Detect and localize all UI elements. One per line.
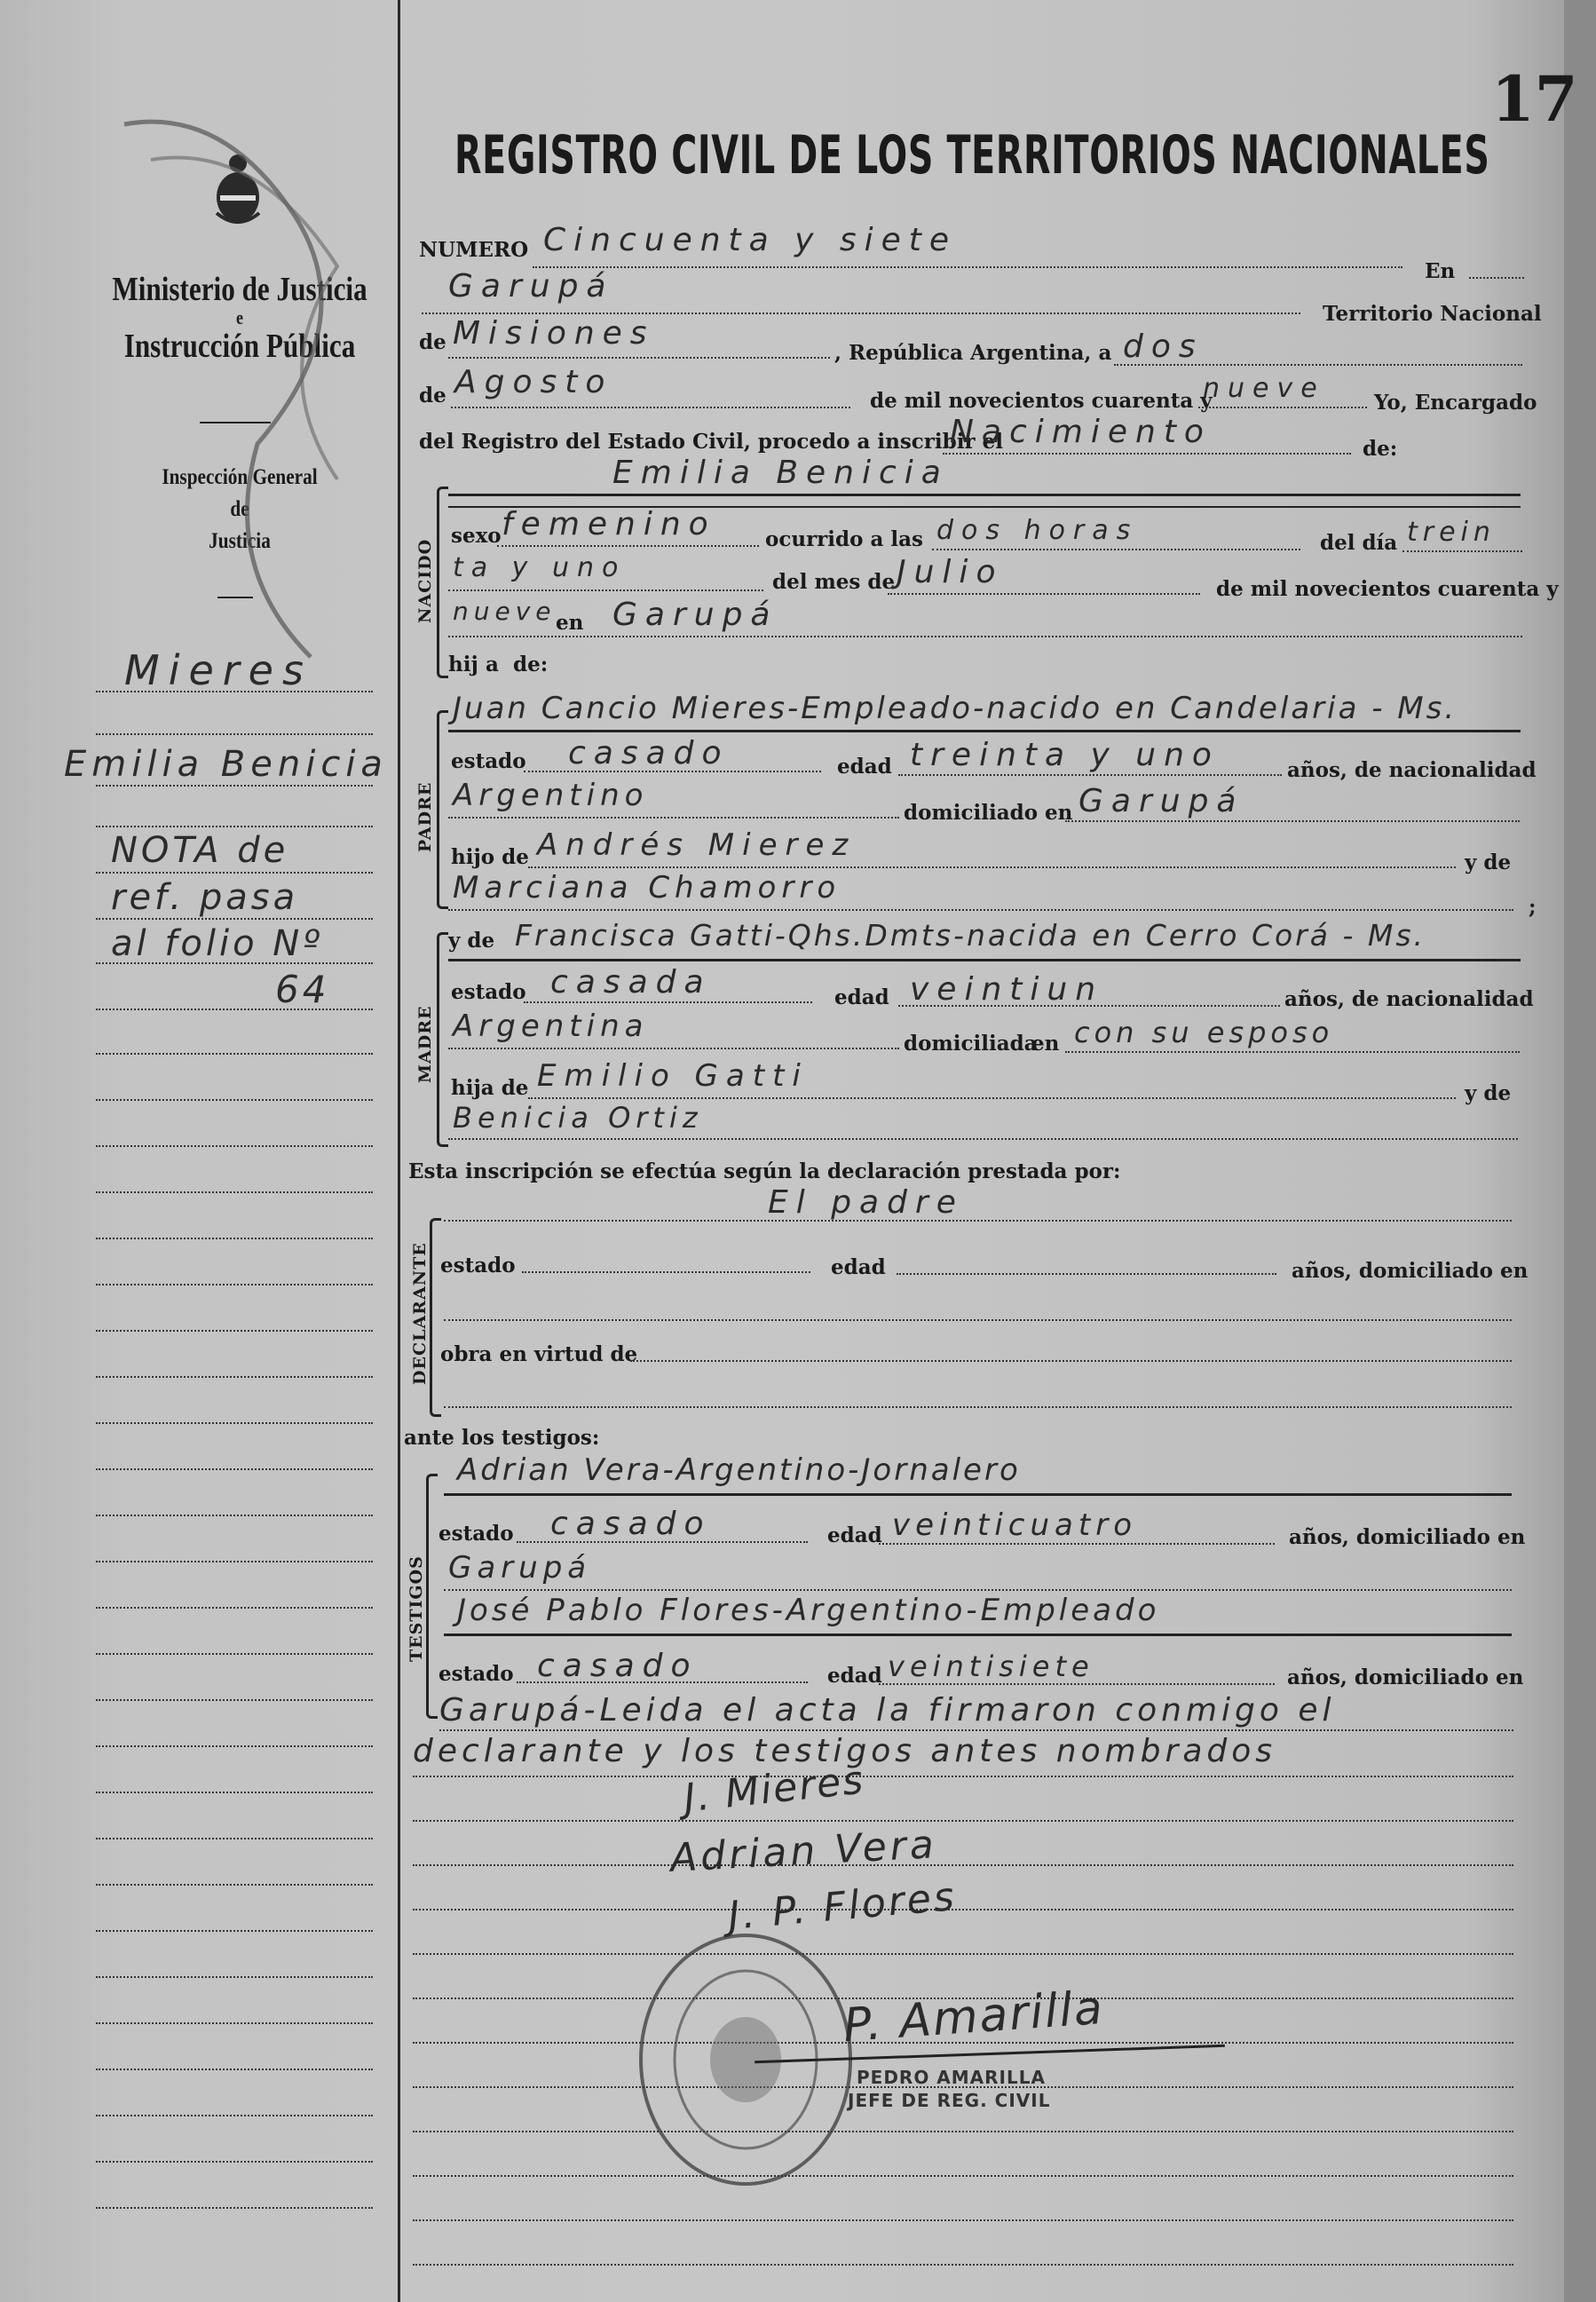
nacido-brace xyxy=(437,487,448,678)
dotted-line xyxy=(943,453,1351,455)
margin-surname: Mieres xyxy=(124,646,312,694)
republica-label: , República Argentina, a xyxy=(834,341,1112,365)
dotted-line xyxy=(448,1048,899,1049)
margin-dotted-line xyxy=(96,962,373,964)
solid-line xyxy=(444,1634,1512,1636)
ministry-line-1: Ministerio de Justicia xyxy=(112,271,367,308)
margin-dotted-line xyxy=(96,1838,373,1839)
dotted-line xyxy=(448,909,1513,911)
margin-note-line-1: NOTA de xyxy=(111,830,289,871)
margin-dotted-line xyxy=(96,1976,373,1978)
madre-name-value: Francisca Gatti-Qhs.Dmts-nacida en Cerro Corá - Ms. xyxy=(515,918,1426,953)
signature-declarante: J. Mieres xyxy=(681,1757,867,1822)
year-label: de mil novecientos cuarenta y xyxy=(870,389,1213,413)
padre-hijo-de-label: hijo de xyxy=(451,845,529,869)
padre-domicilio-label: domiciliado en xyxy=(904,801,1073,825)
folio-number: 17 xyxy=(1491,62,1578,136)
margin-dotted-line xyxy=(96,1191,373,1193)
madre-edad-value: veintiun xyxy=(910,971,1104,1008)
ministry-line-2: Instrucción Pública xyxy=(123,328,356,365)
testigo-1-edad-label: edad xyxy=(827,1523,882,1547)
testigo-1-anos-label: años, domiciliado en xyxy=(1289,1525,1526,1549)
hora-value: dos horas xyxy=(936,515,1139,546)
solid-line xyxy=(444,1493,1512,1496)
mes-value: Julio xyxy=(897,554,1004,590)
testigo-2-estado-label: estado xyxy=(439,1662,514,1686)
dotted-line xyxy=(522,1271,810,1273)
numero-value: Cincuenta y siete xyxy=(543,222,958,258)
margin-note-line-4: 64 xyxy=(275,968,330,1011)
dotted-line xyxy=(413,1909,1513,1910)
margin-dotted-line xyxy=(96,1561,373,1562)
margin-dotted-line xyxy=(96,1238,373,1239)
padre-nacionalidad-value: Argentino xyxy=(453,778,649,813)
margin-dotted-line xyxy=(96,1099,373,1101)
dotted-line xyxy=(444,1220,1512,1222)
act-value: Nacimiento xyxy=(950,414,1212,450)
margin-given-names: Emilia Benicia xyxy=(64,744,388,785)
margin-dotted-line xyxy=(96,1515,373,1516)
margin-signature-scrawl xyxy=(115,107,382,675)
mes-label: del mes de xyxy=(772,570,896,594)
de-label: de xyxy=(419,330,446,354)
dotted-line xyxy=(444,1589,1512,1591)
de-colon-label: de: xyxy=(1363,437,1398,461)
testigo-2-estado-value: casado xyxy=(537,1648,699,1684)
declarante-value: El padre xyxy=(768,1184,964,1221)
madre-hija-de-label: hija de xyxy=(451,1076,529,1100)
closing-line-2: declarante y los testigos antes nombrados xyxy=(413,1733,1277,1769)
solid-line xyxy=(448,494,1521,496)
dotted-line xyxy=(897,1273,1276,1275)
padre-anos-label: años, de nacionalidad xyxy=(1287,758,1537,782)
declarante-edad-label: edad xyxy=(831,1255,886,1279)
dotted-line xyxy=(422,312,1300,314)
dotted-line xyxy=(517,1541,808,1543)
margin-note-line-2: ref. pasa xyxy=(111,877,299,918)
testigo-1-value: Adrian Vera-Argentino-Jornalero xyxy=(457,1452,1021,1488)
margin-dotted-line xyxy=(96,1053,373,1055)
dotted-line xyxy=(413,2219,1513,2221)
lugar-value: Garupá xyxy=(612,597,778,633)
dotted-line xyxy=(524,771,821,772)
register-title: REGISTRO CIVIL DE LOS TERRITORIOS NACIONALES xyxy=(454,124,1490,186)
dotted-line xyxy=(448,589,763,591)
madre-padre-value: Emilio Gatti xyxy=(537,1058,809,1094)
dotted-line xyxy=(1065,1051,1520,1053)
dotted-line xyxy=(898,1005,1280,1007)
dotted-line xyxy=(888,593,1200,595)
dotted-line xyxy=(533,266,1402,268)
anio-label: de mil novecientos cuarenta y xyxy=(1216,577,1559,601)
margin-dotted-line xyxy=(96,733,373,735)
del-registro-label: del Registro del Estado Civil, procedo a inscribir el xyxy=(419,430,1003,454)
dotted-line xyxy=(517,1681,808,1683)
solid-line xyxy=(448,959,1521,961)
inspection-line-2: de xyxy=(230,497,249,521)
dotted-line xyxy=(528,1097,1456,1099)
margin-dotted-line xyxy=(96,918,373,920)
padre-domicilio-value: Garupá xyxy=(1078,783,1244,819)
inspection-line-1: Inspección General xyxy=(162,465,318,489)
madre-anos-label: años, de nacionalidad xyxy=(1284,987,1534,1011)
madre-y-de-label: y de xyxy=(448,929,495,953)
dotted-line xyxy=(448,636,1522,637)
margin-dotted-line xyxy=(96,1653,373,1655)
madre-nacionalidad-value: Argentina xyxy=(453,1009,649,1044)
yo-label: Yo, Encargado xyxy=(1374,391,1537,415)
padre-semicolon: ; xyxy=(1529,895,1537,919)
dotted-line xyxy=(879,1543,1275,1545)
dotted-line xyxy=(1065,820,1520,822)
declarante-anos-label: años, domiciliado en xyxy=(1292,1259,1529,1283)
margin-dotted-line xyxy=(96,1792,373,1793)
madre-edad-label: edad xyxy=(834,985,889,1009)
dotted-line xyxy=(448,357,830,359)
officer-title: JEFE DE REG. CIVIL xyxy=(848,2090,1051,2111)
nacido-section-label: NACIDO xyxy=(415,538,435,623)
padre-estado-value: casado xyxy=(568,735,730,771)
month-value: Agosto xyxy=(454,364,613,400)
en-label: En xyxy=(1425,259,1456,283)
padre-y-de-label: y de xyxy=(1465,850,1512,874)
testigos-section-label: TESTIGOS xyxy=(407,1555,426,1662)
anio-value: nueve xyxy=(453,597,557,626)
declarante-section-label: DECLARANTE xyxy=(410,1242,430,1385)
hijo-label: hij xyxy=(448,653,478,676)
ministry-conjunction: e xyxy=(235,306,243,328)
margin-dotted-line xyxy=(96,2161,373,2163)
dotted-line xyxy=(413,1953,1513,1955)
dotted-line xyxy=(413,2264,1513,2266)
padre-name-value: Juan Cancio Mieres-Empleado-nacido en Candelaria - Ms. xyxy=(453,691,1458,726)
testigo-1-estado-value: casado xyxy=(550,1506,712,1542)
dotted-line xyxy=(879,1683,1275,1685)
margin-dotted-line xyxy=(96,2207,373,2209)
testigo-2-value: José Pablo Flores-Argentino-Empleado xyxy=(457,1593,1160,1628)
declaracion-label: Esta inscripción se efectúa según la declaración prestada por: xyxy=(408,1159,1121,1183)
dotted-line xyxy=(528,866,1456,868)
madre-brace xyxy=(437,932,448,1147)
dotted-line xyxy=(413,2175,1513,2177)
dotted-line xyxy=(1198,407,1367,408)
margin-dotted-line xyxy=(96,1699,373,1701)
place-value: Garupá xyxy=(448,268,614,305)
testigo-1-domicilio-value: Garupá xyxy=(448,1550,592,1586)
margin-dotted-line xyxy=(96,1376,373,1378)
signature-testigo-2: J. P. Flores xyxy=(726,1873,959,1940)
inspection-line-3: Justicia xyxy=(209,529,271,553)
dotted-line xyxy=(497,545,759,547)
madre-y-de2-label: y de xyxy=(1465,1081,1512,1105)
dotted-line xyxy=(630,1360,1512,1362)
dotted-line xyxy=(524,1001,812,1003)
madre-madre-value: Benicia Ortiz xyxy=(453,1101,703,1135)
hijo-de-label: de: xyxy=(513,653,549,676)
margin-dotted-line xyxy=(96,1009,373,1010)
declarante-estado-label: estado xyxy=(440,1254,516,1278)
margin-dotted-line xyxy=(96,2069,373,2070)
dotted-line xyxy=(1114,364,1522,366)
dotted-line xyxy=(444,1406,1512,1408)
declarante-brace xyxy=(430,1218,441,1417)
margin-dotted-line xyxy=(96,691,373,692)
padre-padre-value: Andrés Mierez xyxy=(537,827,857,863)
dotted-line xyxy=(1402,550,1522,552)
dotted-line xyxy=(413,2131,1513,2132)
obra-label: obra en virtud de xyxy=(440,1342,638,1366)
dia-value-a: trein xyxy=(1407,517,1496,548)
testigo-1-edad-value: veinticuatro xyxy=(892,1507,1137,1543)
dotted-line xyxy=(932,549,1300,550)
dia-label: del día xyxy=(1320,531,1398,555)
madre-estado-value: casada xyxy=(550,964,712,1001)
dotted-line xyxy=(413,1820,1513,1822)
nacido-en-label: en xyxy=(556,611,584,635)
page-spine-line xyxy=(398,0,400,2302)
nacido-name-value: Emilia Benicia xyxy=(612,455,949,491)
padre-madre-value: Marciana Chamorro xyxy=(453,870,841,906)
padre-edad-value: treinta y uno xyxy=(910,737,1220,773)
margin-dotted-line xyxy=(96,1284,373,1285)
dotted-line xyxy=(451,407,850,408)
testigos-brace xyxy=(426,1474,438,1719)
madre-domicilio-value: con su esposo xyxy=(1074,1016,1334,1049)
testigo-2-anos-label: años, domiciliado en xyxy=(1287,1665,1524,1689)
madre-domicilio-en: en xyxy=(1031,1032,1060,1056)
dotted-line xyxy=(413,1776,1513,1777)
dotted-line xyxy=(413,1864,1513,1866)
margin-dotted-line xyxy=(96,1884,373,1886)
signature-officer: P. Amarilla xyxy=(841,1981,1106,2053)
margin-note-line-3: al folio Nº xyxy=(111,923,324,964)
year-value: nueve xyxy=(1203,373,1325,404)
ante-testigos-label: ante los testigos: xyxy=(404,1426,600,1450)
dotted-line xyxy=(1469,277,1524,279)
margin-dotted-line xyxy=(96,872,373,874)
madre-section-label: MADRE xyxy=(415,1005,435,1083)
officer-name: PEDRO AMARILLA xyxy=(857,2067,1046,2088)
margin-dotted-line xyxy=(96,1330,373,1332)
margin-dotted-line xyxy=(96,1145,373,1147)
closing-line-1: Garupá-Leida el acta la firmaron conmigo el xyxy=(439,1692,1336,1728)
dotted-line xyxy=(448,1138,1518,1140)
margin-dotted-line xyxy=(96,1930,373,1932)
margin-dotted-line xyxy=(96,1745,373,1747)
numero-label: NUMERO xyxy=(419,238,529,262)
padre-brace xyxy=(437,710,448,909)
territory-value: Misiones xyxy=(453,315,655,352)
dotted-line xyxy=(444,1319,1512,1321)
dotted-line xyxy=(898,774,1282,776)
margin-dotted-line xyxy=(96,826,373,827)
solid-line xyxy=(448,730,1521,732)
day-value: dos xyxy=(1123,328,1204,365)
dotted-line xyxy=(448,817,899,819)
padre-section-label: PADRE xyxy=(415,781,435,852)
de-label: de xyxy=(419,384,446,407)
territorio-label: Territorio Nacional xyxy=(1323,302,1542,326)
dia-value-b: ta y uno xyxy=(453,552,627,583)
sexo-label: sexo xyxy=(451,524,502,548)
margin-dotted-line xyxy=(96,2115,373,2116)
padre-estado-label: estado xyxy=(451,749,526,773)
testigo-2-edad-label: edad xyxy=(827,1664,882,1688)
dotted-line xyxy=(439,1729,1513,1731)
testigo-2-edad-value: veintisiete xyxy=(888,1649,1094,1683)
signature-testigo-1: Adrian Vera xyxy=(668,1822,938,1881)
madre-estado-label: estado xyxy=(451,980,526,1004)
testigo-1-estado-label: estado xyxy=(439,1522,514,1546)
margin-dotted-line xyxy=(96,1468,373,1470)
sexo-value: femenino xyxy=(502,506,716,542)
ocurrido-label: ocurrido a las xyxy=(765,527,923,551)
margin-dotted-line xyxy=(96,1607,373,1609)
page-edge xyxy=(1564,0,1596,2302)
padre-edad-label: edad xyxy=(837,755,892,779)
hijo-value: a xyxy=(486,653,499,676)
madre-domicilio-label: domiciliada xyxy=(904,1032,1038,1056)
margin-dotted-line xyxy=(96,2022,373,2024)
margin-dotted-line xyxy=(96,785,373,787)
margin-dotted-line xyxy=(96,1422,373,1424)
